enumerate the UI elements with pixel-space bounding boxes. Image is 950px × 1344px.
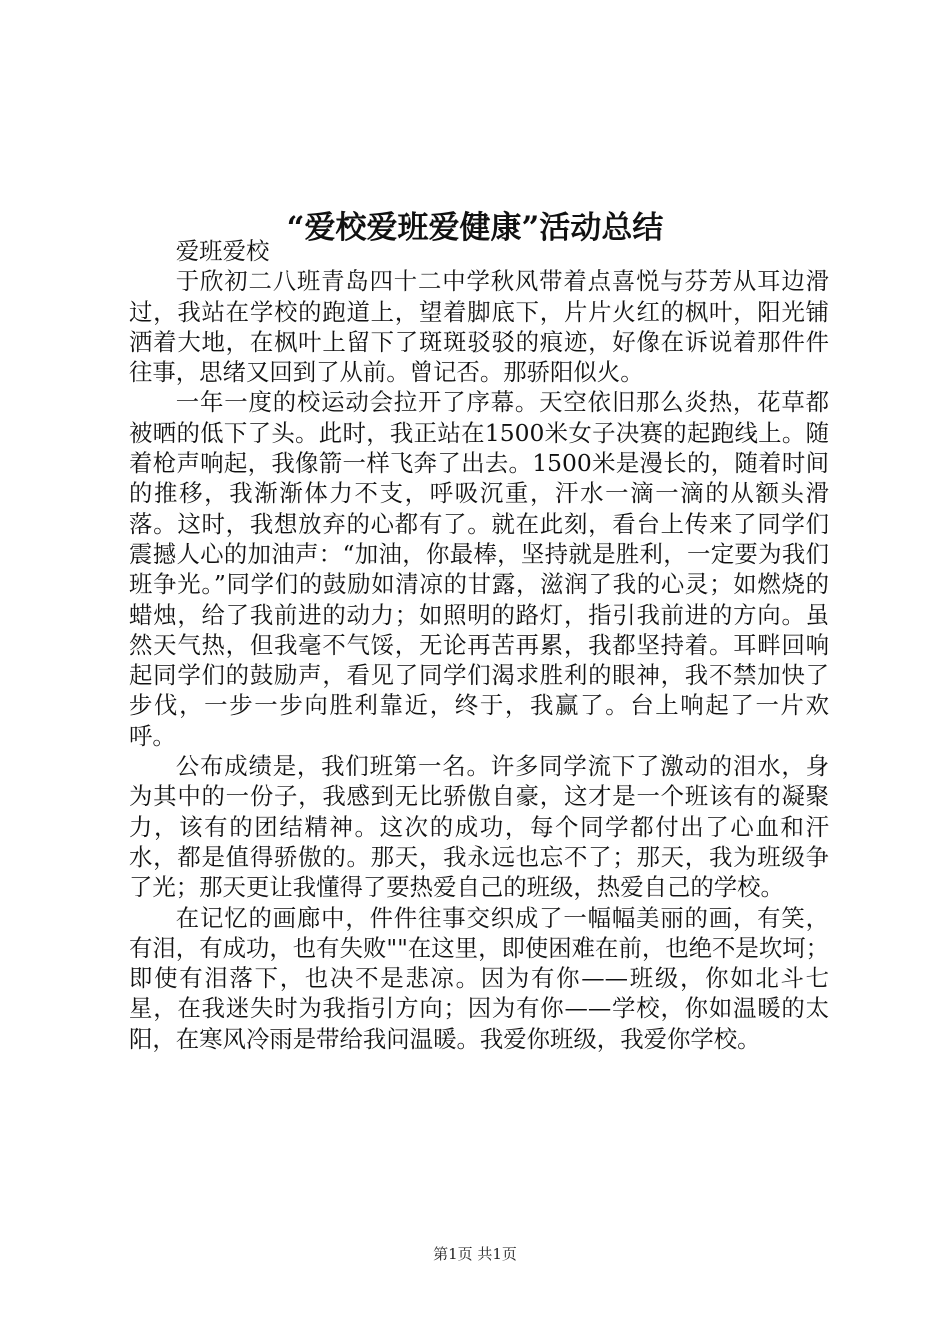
paragraph: 于欣初二八班青岛四十二中学秋风带着点喜悦与芬芳从耳边滑过，我站在学校的跑道上，望着脚底下，片片火红的枫叶，阳光铺洒着大地，在枫叶上留下了斑斑驳驳的痕迹，好像在诉说着那件件往事，思绪又回到了从前。曾记否。那骄阳似火。 — [129, 267, 829, 387]
document-title: “爱校爱班爱健康”活动总结 — [286, 209, 664, 246]
paragraph: 公布成绩是，我们班第一名。许多同学流下了激动的泪水，身为其中的一份子，我感到无比骄傲自豪，这才是一个班该有的凝聚力，该有的团结精神。这次的成功，每个同学都付出了心血和汗水，都是值得骄傲的。那天，我永远也忘不了；那天，我为班级争了光；那天更让我懂得了要热爱自己的班级，热爱自己的学校。 — [129, 752, 829, 902]
paragraph: 一年一度的校运动会拉开了序幕。天空依旧那么炎热，花草都被晒的低下了头。此时，我正站在1500米女子决赛的起跑线上。随着枪声响起，我像箭一样飞奔了出去。1500米是漫长的，随着时间的推移，我渐渐体力不支，呼吸沉重，汗水一滴一滴的从额头滑落。这时，我想放弃的心都有了。就在此刻，看台上传来了同学们震撼人心的加油声：“加油，你最棒，坚持就是胜利，一定要为我们班争光。”同学们的鼓励如清凉的甘露，滋润了我的心灵；如燃烧的蜡烛，给了我前进的动力；如照明的路灯，指引我前进的方向。虽然天气热，但我毫不气馁，无论再苦再累，我都坚持着。耳畔回响起同学们的鼓励声，看见了同学们渴求胜利的眼神，我不禁加快了步伐，一步一步向胜利靠近，终于，我赢了。台上响起了一片欢呼。 — [129, 388, 829, 750]
document-body — [129, 236, 829, 1054]
paragraph: 在记忆的画廊中，件件往事交织成了一幅幅美丽的画，有笑，有泪，有成功，也有失败""在这里，即使困难在前，也绝不是坎坷；即使有泪落下，也决不是悲凉。因为有你——班级，你如北斗七星，在我迷失时为我指引方向；因为有你——学校，你如温暖的太阳，在寒风冷雨是带给我问温暖。我爱你班级，我爱你学校。 — [129, 903, 829, 1053]
page-number-footer: 第1页 共1页 — [433, 1245, 517, 1263]
paragraph-subtitle: 爱班爱校 — [175, 237, 270, 265]
